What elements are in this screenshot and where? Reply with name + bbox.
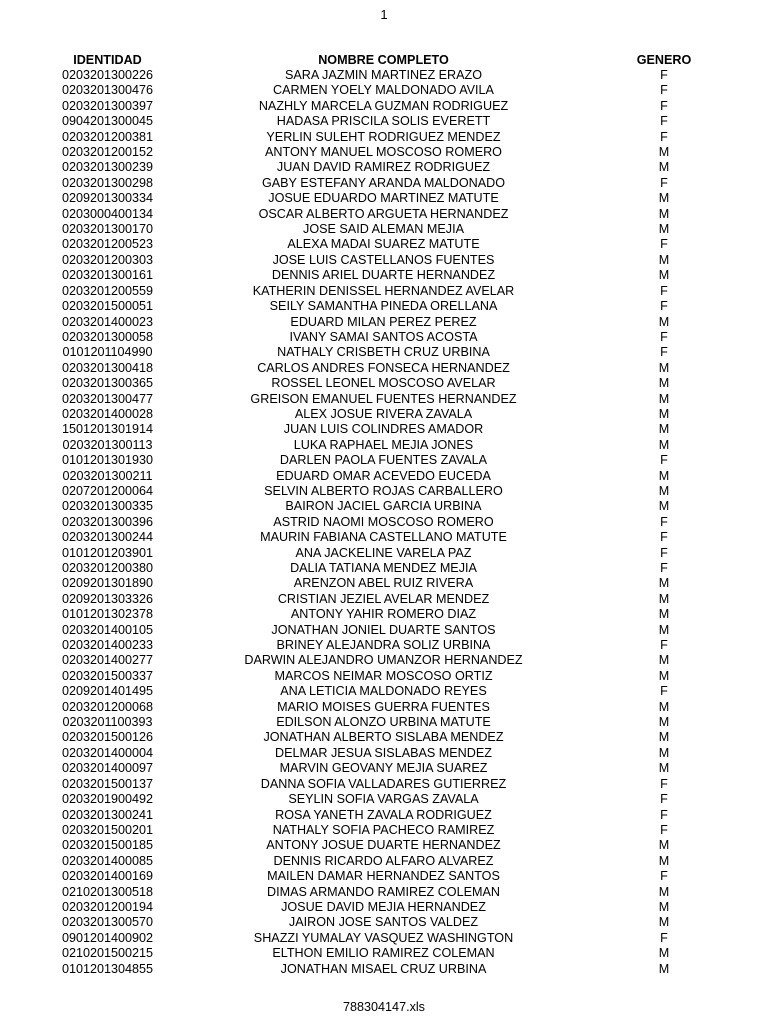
cell-genero: M bbox=[658, 591, 670, 606]
cell-genero: M bbox=[658, 252, 670, 267]
cell-identidad: 0101201302378 bbox=[61, 607, 154, 622]
cell-genero: F bbox=[660, 930, 668, 945]
cell-nombre: JOSUE DAVID MEJIA HERNANDEZ bbox=[281, 899, 486, 914]
cell-nombre: DELMAR JESUA SISLABAS MENDEZ bbox=[275, 745, 492, 760]
cell-nombre: MARCOS NEIMAR MOSCOSO ORTIZ bbox=[274, 668, 493, 683]
cell-nombre: IVANY SAMAI SANTOS ACOSTA bbox=[289, 329, 478, 344]
table-row bbox=[50, 361, 726, 376]
table-row bbox=[50, 253, 726, 268]
table-row bbox=[50, 823, 726, 838]
table-row bbox=[50, 869, 726, 884]
cell-genero: M bbox=[658, 376, 670, 391]
cell-genero: F bbox=[660, 237, 668, 252]
table-row bbox=[50, 191, 726, 206]
cell-nombre: ANTONY JOSUE DUARTE HERNANDEZ bbox=[266, 838, 501, 853]
cell-identidad: 0203201200068 bbox=[61, 699, 154, 714]
cell-genero: F bbox=[660, 807, 668, 822]
cell-genero: F bbox=[660, 345, 668, 360]
table-row bbox=[50, 808, 726, 823]
cell-nombre: NATHALY CRISBETH CRUZ URBINA bbox=[277, 345, 490, 360]
cell-identidad: 0203201300241 bbox=[61, 807, 154, 822]
table-header-row bbox=[50, 52, 726, 68]
cell-genero: M bbox=[658, 668, 670, 683]
cell-nombre: DARLEN PAOLA FUENTES ZAVALA bbox=[279, 453, 488, 468]
cell-genero: F bbox=[660, 83, 668, 98]
cell-identidad: 0203201300298 bbox=[61, 175, 154, 190]
table-row bbox=[50, 638, 726, 653]
table-row bbox=[50, 376, 726, 391]
cell-nombre: SEYLIN SOFIA VARGAS ZAVALA bbox=[288, 792, 479, 807]
table-row bbox=[50, 114, 726, 129]
cell-genero: M bbox=[658, 715, 670, 730]
cell-genero: F bbox=[660, 114, 668, 129]
table-row bbox=[50, 145, 726, 160]
cell-identidad: 0203201900492 bbox=[61, 792, 154, 807]
cell-identidad: 0209201303326 bbox=[61, 591, 154, 606]
cell-genero: M bbox=[658, 499, 670, 514]
cell-nombre: JONATHAN JONIEL DUARTE SANTOS bbox=[271, 622, 496, 637]
cell-nombre: ANA LETICIA MALDONADO REYES bbox=[280, 684, 487, 699]
cell-identidad: 0203201200380 bbox=[61, 561, 154, 575]
cell-identidad: 0203201400169 bbox=[61, 869, 154, 884]
cell-identidad: 0203201300058 bbox=[61, 329, 154, 344]
cell-identidad: 0203201300396 bbox=[61, 514, 154, 529]
cell-nombre: JOSE SAID ALEMAN MEJIA bbox=[303, 222, 464, 237]
cell-nombre: OSCAR ALBERTO ARGUETA HERNANDEZ bbox=[258, 206, 509, 221]
cell-identidad: 0203201500051 bbox=[61, 299, 154, 314]
cell-nombre: CARMEN YOELY MALDONADO AVILA bbox=[273, 83, 494, 98]
cell-genero: M bbox=[658, 653, 670, 668]
cell-genero: M bbox=[658, 699, 670, 714]
table-row bbox=[50, 345, 726, 360]
cell-identidad: 0203201300570 bbox=[61, 915, 154, 930]
cell-nombre: DANNA SOFIA VALLADARES GUTIERREZ bbox=[260, 776, 507, 791]
table-row bbox=[50, 623, 726, 638]
cell-nombre: JOSE LUIS CASTELLANOS FUENTES bbox=[272, 252, 495, 267]
cell-identidad: 0203201400004 bbox=[61, 745, 154, 760]
cell-genero: M bbox=[658, 206, 670, 221]
cell-identidad: 0203201300211 bbox=[62, 468, 153, 483]
cell-genero: M bbox=[658, 622, 670, 637]
table-row bbox=[50, 946, 726, 961]
table-row bbox=[50, 915, 726, 930]
cell-nombre: NATHALY SOFIA PACHECO RAMIREZ bbox=[272, 822, 495, 837]
footer-filename: 788304147.xls bbox=[343, 1000, 425, 1014]
table-row bbox=[50, 592, 726, 607]
cell-identidad: 0203201300418 bbox=[61, 360, 154, 375]
table-row bbox=[50, 422, 726, 437]
students-table bbox=[50, 52, 726, 977]
table-row bbox=[50, 499, 726, 514]
cell-identidad: 0203201300397 bbox=[61, 98, 154, 113]
cell-identidad: 0203201300476 bbox=[61, 83, 154, 98]
cell-nombre: CRISTIAN JEZIEL AVELAR MENDEZ bbox=[277, 591, 490, 606]
cell-identidad: 0203201300244 bbox=[61, 530, 154, 545]
cell-genero: F bbox=[660, 98, 668, 113]
cell-identidad: 0210201500215 bbox=[61, 946, 154, 961]
cell-nombre: JUAN DAVID RAMIREZ RODRIGUEZ bbox=[276, 160, 491, 175]
table-row bbox=[50, 268, 726, 283]
cell-nombre: MAILEN DAMAR HERNANDEZ SANTOS bbox=[267, 869, 500, 884]
cell-identidad: 0203201200381 bbox=[61, 129, 154, 144]
cell-nombre: EDUARD OMAR ACEVEDO EUCEDA bbox=[276, 468, 491, 483]
cell-nombre: LUKA RAPHAEL MEJIA JONES bbox=[293, 437, 474, 452]
cell-nombre: DARWIN ALEJANDRO UMANZOR HERNANDEZ bbox=[244, 653, 523, 668]
cell-nombre: JUAN LUIS COLINDRES AMADOR bbox=[283, 422, 484, 437]
cell-nombre: SHAZZI YUMALAY VASQUEZ WASHINGTON bbox=[253, 930, 514, 945]
cell-identidad: 0203201300335 bbox=[61, 499, 154, 514]
cell-identidad: 0203201200523 bbox=[61, 237, 154, 252]
cell-identidad: 0203201500201 bbox=[61, 822, 154, 837]
cell-nombre: ELTHON EMILIO RAMIREZ COLEMAN bbox=[272, 946, 495, 961]
table-row bbox=[50, 669, 726, 684]
page-number: 1 bbox=[380, 7, 388, 22]
cell-nombre: ARENZON ABEL RUIZ RIVERA bbox=[293, 576, 474, 591]
cell-identidad: 0203201400097 bbox=[61, 761, 154, 776]
cell-nombre: MARVIN GEOVANY MEJIA SUAREZ bbox=[279, 761, 488, 776]
cell-genero: F bbox=[660, 514, 668, 529]
cell-identidad: 0209201301890 bbox=[61, 576, 154, 591]
cell-nombre: GREISON EMANUEL FUENTES HERNANDEZ bbox=[250, 391, 517, 406]
cell-genero: M bbox=[658, 314, 670, 329]
cell-identidad: 0203201400028 bbox=[61, 406, 154, 421]
cell-identidad: 0203000400134 bbox=[61, 206, 154, 221]
cell-nombre: DENNIS ARIEL DUARTE HERNANDEZ bbox=[271, 268, 496, 283]
cell-nombre: ROSA YANETH ZAVALA RODRIGUEZ bbox=[275, 807, 492, 822]
cell-nombre: ALEXA MADAI SUAREZ MATUTE bbox=[287, 237, 480, 252]
table-row bbox=[50, 900, 726, 915]
cell-genero: M bbox=[658, 406, 670, 421]
table-row bbox=[50, 83, 726, 98]
table-row bbox=[50, 885, 726, 900]
table-row bbox=[50, 576, 726, 591]
cell-genero: M bbox=[658, 884, 670, 899]
cell-identidad: 0207201200064 bbox=[61, 483, 154, 498]
cell-genero: M bbox=[658, 838, 670, 853]
cell-genero: F bbox=[660, 822, 668, 837]
cell-nombre: BAIRON JACIEL GARCIA URBINA bbox=[285, 499, 482, 514]
cell-identidad: 0203201500185 bbox=[61, 838, 154, 853]
cell-genero: M bbox=[658, 607, 670, 622]
table-row bbox=[50, 607, 726, 622]
cell-nombre: MAURIN FABIANA CASTELLANO MATUTE bbox=[260, 530, 507, 545]
cell-nombre: BRINEY ALEJANDRA SOLIZ URBINA bbox=[276, 638, 491, 653]
cell-genero: M bbox=[658, 145, 670, 160]
cell-nombre: DENNIS RICARDO ALFARO ALVAREZ bbox=[273, 853, 494, 868]
table-row bbox=[50, 299, 726, 314]
cell-genero: F bbox=[660, 530, 668, 545]
cell-identidad: 0203201200559 bbox=[61, 283, 154, 298]
cell-identidad: 0203201400023 bbox=[61, 314, 154, 329]
table-row bbox=[50, 68, 726, 83]
cell-nombre: CARLOS ANDRES FONSECA HERNANDEZ bbox=[257, 360, 510, 375]
cell-genero: M bbox=[658, 961, 670, 976]
table-row bbox=[50, 160, 726, 175]
cell-nombre: YERLIN SULEHT RODRIGUEZ MENDEZ bbox=[266, 129, 501, 144]
table-row bbox=[50, 207, 726, 222]
cell-nombre: DALIA TATIANA MENDEZ MEJIA bbox=[290, 561, 477, 575]
table-row bbox=[50, 700, 726, 715]
table-row bbox=[50, 176, 726, 191]
table-row bbox=[50, 792, 726, 807]
cell-genero: F bbox=[660, 299, 668, 314]
cell-nombre: KATHERIN DENISSEL HERNANDEZ AVELAR bbox=[252, 283, 515, 298]
cell-nombre: HADASA PRISCILA SOLIS EVERETT bbox=[276, 114, 491, 129]
table-row bbox=[50, 453, 726, 468]
table-row bbox=[50, 761, 726, 776]
cell-genero: M bbox=[658, 391, 670, 406]
table-row bbox=[50, 746, 726, 761]
cell-genero: F bbox=[660, 545, 668, 560]
cell-genero: M bbox=[658, 437, 670, 452]
cell-identidad: 0210201300518 bbox=[61, 884, 154, 899]
table-row bbox=[50, 484, 726, 499]
cell-identidad: 0101201301930 bbox=[61, 453, 154, 468]
cell-identidad: 0203201400233 bbox=[61, 638, 154, 653]
table-row bbox=[50, 237, 726, 252]
cell-genero: M bbox=[658, 422, 670, 437]
cell-identidad: 0101201104990 bbox=[62, 345, 153, 360]
table-row bbox=[50, 330, 726, 345]
cell-genero: F bbox=[660, 453, 668, 468]
cell-nombre: ASTRID NAOMI MOSCOSO ROMERO bbox=[273, 514, 494, 529]
cell-genero: M bbox=[658, 483, 670, 498]
table-row bbox=[50, 854, 726, 869]
table-row bbox=[50, 130, 726, 145]
cell-nombre: JAIRON JOSE SANTOS VALDEZ bbox=[288, 915, 479, 930]
table-row bbox=[50, 222, 726, 237]
cell-identidad: 0203201300239 bbox=[61, 160, 154, 175]
cell-nombre: ROSSEL LEONEL MOSCOSO AVELAR bbox=[271, 376, 496, 391]
cell-identidad: 0203201400277 bbox=[61, 653, 154, 668]
cell-identidad: 0209201300334 bbox=[61, 191, 154, 206]
table-row bbox=[50, 730, 726, 745]
cell-nombre: ANTONY MANUEL MOSCOSO ROMERO bbox=[265, 145, 502, 160]
cell-genero: M bbox=[658, 268, 670, 283]
cell-nombre: NAZHLY MARCELA GUZMAN RODRIGUEZ bbox=[258, 98, 509, 113]
cell-nombre: JONATHAN ALBERTO SISLABA MENDEZ bbox=[263, 730, 504, 745]
table-row bbox=[50, 546, 726, 561]
table-row bbox=[50, 438, 726, 453]
column-header-genero: GENERO bbox=[636, 53, 692, 67]
cell-genero: F bbox=[660, 283, 668, 298]
cell-nombre: SEILY SAMANTHA PINEDA ORELLANA bbox=[269, 299, 498, 314]
cell-identidad: 0904201300045 bbox=[61, 114, 154, 129]
table-row bbox=[50, 715, 726, 730]
cell-genero: M bbox=[658, 745, 670, 760]
cell-genero: M bbox=[658, 576, 670, 591]
cell-identidad: 0203201100393 bbox=[62, 715, 153, 730]
table-row bbox=[50, 653, 726, 668]
cell-genero: M bbox=[658, 761, 670, 776]
table-row bbox=[50, 684, 726, 699]
cell-genero: F bbox=[660, 869, 668, 884]
cell-genero: M bbox=[658, 915, 670, 930]
cell-genero: F bbox=[660, 792, 668, 807]
table-row bbox=[50, 838, 726, 853]
column-header-nombre: NOMBRE COMPLETO bbox=[318, 53, 449, 67]
table-row bbox=[50, 284, 726, 299]
table-row bbox=[50, 530, 726, 545]
cell-genero: F bbox=[660, 329, 668, 344]
cell-nombre: JOSUE EDUARDO MARTINEZ MATUTE bbox=[268, 191, 499, 206]
cell-genero: F bbox=[660, 68, 668, 82]
cell-identidad: 0203201300170 bbox=[61, 222, 154, 237]
cell-nombre: GABY ESTEFANY ARANDA MALDONADO bbox=[261, 175, 506, 190]
table-row bbox=[50, 777, 726, 792]
table-row bbox=[50, 407, 726, 422]
cell-nombre: ANA JACKELINE VARELA PAZ bbox=[295, 545, 472, 560]
table-row bbox=[50, 962, 726, 977]
cell-nombre: JONATHAN MISAEL CRUZ URBINA bbox=[280, 961, 487, 976]
cell-nombre: EDUARD MILAN PEREZ PEREZ bbox=[290, 314, 477, 329]
table-row bbox=[50, 315, 726, 330]
cell-identidad: 0101201203901 bbox=[61, 545, 154, 560]
cell-genero: M bbox=[658, 730, 670, 745]
cell-identidad: 0203201500126 bbox=[61, 730, 154, 745]
cell-nombre: SELVIN ALBERTO ROJAS CARBALLERO bbox=[264, 483, 503, 498]
cell-genero: F bbox=[660, 684, 668, 699]
cell-genero: F bbox=[660, 175, 668, 190]
cell-nombre: MARIO MOISES GUERRA FUENTES bbox=[277, 699, 490, 714]
cell-identidad: 0203201400105 bbox=[61, 622, 154, 637]
cell-identidad: 0203201200194 bbox=[61, 899, 154, 914]
cell-identidad: 0203201500337 bbox=[61, 668, 154, 683]
cell-nombre: DIMAS ARMANDO RAMIREZ COLEMAN bbox=[266, 884, 500, 899]
table-row bbox=[50, 99, 726, 114]
cell-genero: M bbox=[658, 191, 670, 206]
cell-genero: M bbox=[658, 222, 670, 237]
cell-nombre: SARA JAZMIN MARTINEZ ERAZO bbox=[284, 68, 483, 82]
table-row bbox=[50, 469, 726, 484]
cell-identidad: 0203201300113 bbox=[62, 437, 153, 452]
cell-genero: M bbox=[658, 899, 670, 914]
cell-identidad: 0101201304855 bbox=[61, 961, 154, 976]
cell-identidad: 1501201301914 bbox=[61, 422, 154, 437]
cell-genero: F bbox=[660, 776, 668, 791]
cell-genero: M bbox=[658, 468, 670, 483]
cell-genero: F bbox=[660, 561, 668, 575]
cell-identidad: 0209201401495 bbox=[61, 684, 154, 699]
cell-genero: M bbox=[658, 360, 670, 375]
cell-identidad: 0203201400085 bbox=[61, 853, 154, 868]
cell-identidad: 0901201400902 bbox=[61, 930, 154, 945]
cell-identidad: 0203201300477 bbox=[61, 391, 154, 406]
cell-nombre: ANTONY YAHIR ROMERO DIAZ bbox=[290, 607, 477, 622]
table-row bbox=[50, 392, 726, 407]
cell-genero: F bbox=[660, 638, 668, 653]
cell-nombre: ALEX JOSUE RIVERA ZAVALA bbox=[294, 406, 473, 421]
cell-identidad: 0203201200303 bbox=[61, 252, 154, 267]
table-row bbox=[50, 561, 726, 576]
cell-genero: M bbox=[658, 946, 670, 961]
cell-nombre: EDILSON ALONZO URBINA MATUTE bbox=[276, 715, 491, 730]
table-row bbox=[50, 931, 726, 946]
cell-identidad: 0203201300365 bbox=[61, 376, 154, 391]
column-header-identidad: IDENTIDAD bbox=[73, 53, 142, 67]
cell-identidad: 0203201500137 bbox=[61, 776, 154, 791]
cell-identidad: 0203201200152 bbox=[61, 145, 154, 160]
cell-identidad: 0203201300226 bbox=[61, 68, 154, 82]
cell-identidad: 0203201300161 bbox=[61, 268, 154, 283]
table-row bbox=[50, 515, 726, 530]
cell-genero: F bbox=[660, 129, 668, 144]
cell-genero: M bbox=[658, 853, 670, 868]
cell-genero: M bbox=[658, 160, 670, 175]
